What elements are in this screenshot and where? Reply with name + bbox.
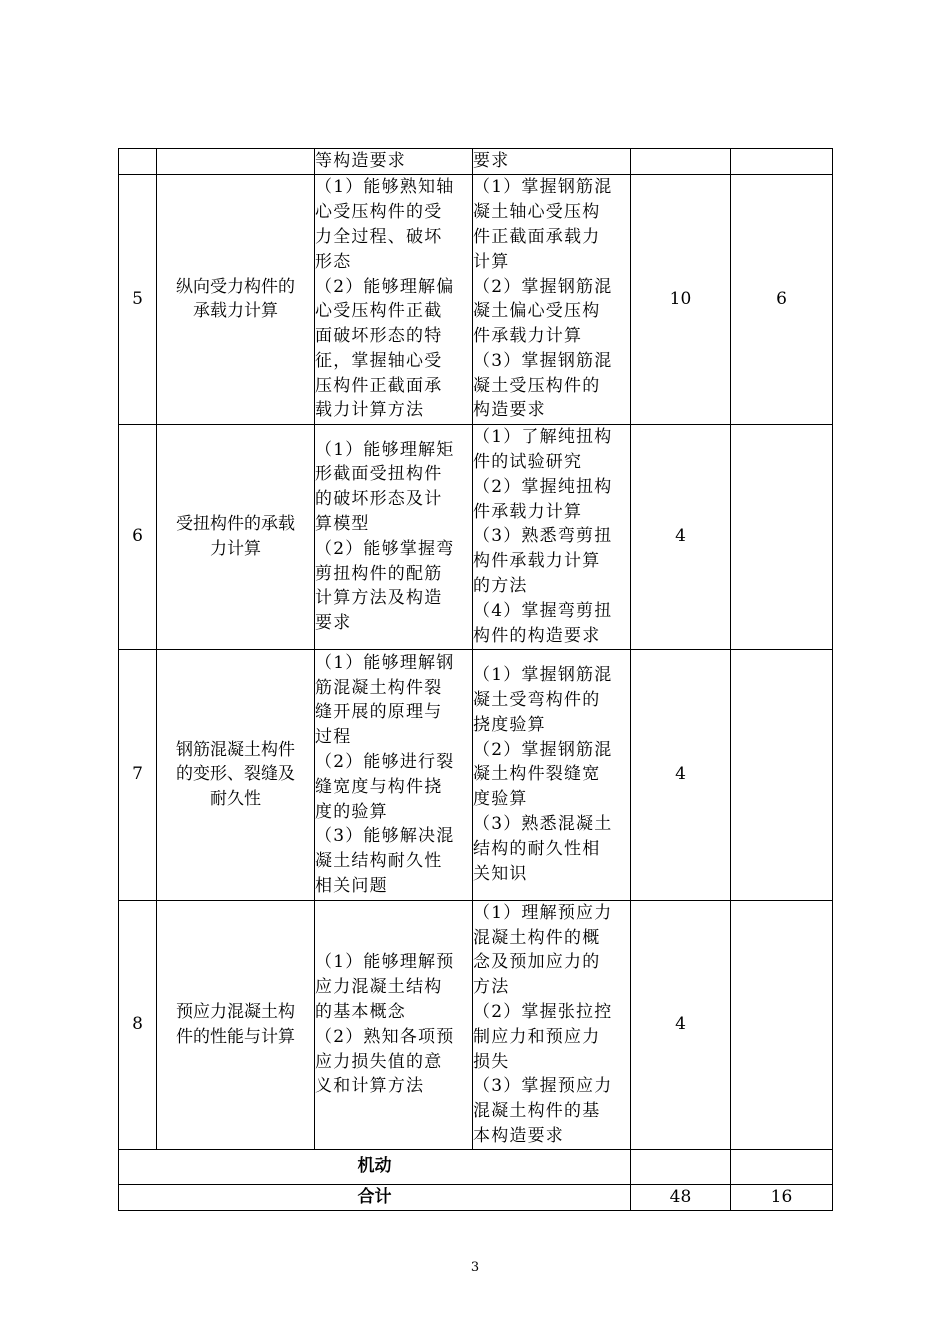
cell-line: 相关问题: [315, 875, 388, 896]
flexible-label: 机动: [119, 1149, 631, 1184]
chapter-row: [119, 174, 833, 424]
chapter-row: [119, 424, 833, 649]
cell-line: 应力混凝土结构: [315, 977, 443, 998]
cell-line: 承载力计算: [193, 301, 278, 322]
practice-hours: 6: [731, 174, 833, 424]
cell-line: 凝土构件裂缝宽: [473, 764, 601, 785]
cell-line: 剪扭构件的配筋: [315, 563, 443, 584]
cell-line: 钢筋混凝土构件: [176, 739, 295, 760]
cell-line: （3）能够解决混: [315, 826, 455, 847]
cell-line: 缝宽度与构件挠: [315, 776, 443, 797]
page-number: 3: [470, 1260, 480, 1275]
cell-line: 损失: [473, 1051, 510, 1072]
cell-line: （2）能够理解偏: [315, 276, 455, 297]
cell-line: 关知识: [473, 863, 528, 884]
continuation-hours-cell: [631, 149, 731, 175]
total-hours2: 16: [731, 1184, 833, 1210]
cell-line: 计算: [473, 251, 510, 272]
cell-line: （1）能够熟知轴: [315, 177, 455, 198]
cell-line: 本构造要求: [473, 1125, 564, 1146]
cell-line: 算模型: [315, 514, 370, 534]
cell-line: 过程: [315, 727, 352, 748]
chapter-number: 7: [119, 649, 157, 900]
cell-line: 挠度验算: [473, 714, 546, 735]
cell-line: 凝土轴心受压构: [473, 202, 601, 223]
knowledge-requirements: [473, 649, 631, 900]
cell-line: （1）能够理解预: [315, 952, 455, 973]
chapter-topic: [157, 649, 315, 900]
practice-hours: [731, 900, 833, 1149]
continuation-row: [119, 149, 833, 175]
cell-line: 方法: [473, 977, 510, 998]
cell-line: 的变形、裂缝及: [176, 764, 295, 785]
cell-line: 件承载力计算: [473, 501, 583, 522]
chapter-number: 5: [119, 174, 157, 424]
theory-hours: 4: [631, 900, 731, 1149]
cell-line: （3）熟悉混凝土: [473, 813, 613, 834]
ability-requirements: [315, 424, 473, 649]
knowledge-requirements: [473, 424, 631, 649]
cell-line: （1）了解纯扭构: [473, 427, 613, 448]
cell-line: 的基本概念: [315, 1002, 406, 1022]
continuation-hours2-cell: [731, 149, 833, 175]
cell-line: （2）掌握钢筋混: [473, 276, 613, 297]
cell-line: （2）掌握纯扭构: [473, 476, 613, 497]
theory-hours: 10: [631, 174, 731, 424]
flexible-hours: [631, 1149, 731, 1184]
cell-line: （3）掌握预应力: [473, 1076, 613, 1097]
cell-line: 压构件正截面承: [315, 375, 443, 396]
cell-line: 缝开展的原理与: [315, 702, 443, 723]
cell-line: （2）能够进行裂: [315, 752, 455, 772]
cell-line: （3）熟悉弯剪扭: [473, 526, 613, 547]
cell-line: 念及预加应力的: [473, 952, 601, 973]
cell-line: 要求: [473, 151, 510, 171]
chapter-topic: [157, 900, 315, 1149]
cell-line: 混凝土构件的基: [473, 1101, 601, 1122]
cell-line: 预应力混凝土构: [176, 1002, 295, 1022]
cell-line: 耐久性: [210, 789, 261, 810]
practice-hours: [731, 649, 833, 900]
chapter-number: 8: [119, 900, 157, 1149]
ability-requirements: [315, 900, 473, 1149]
cell-line: 凝土结构耐久性: [315, 851, 443, 872]
chapter-row: [119, 649, 833, 900]
cell-line: 度验算: [473, 789, 528, 810]
cell-line: （2）能够掌握弯: [315, 538, 455, 559]
total-row: [119, 1184, 833, 1210]
cell-line: 应力损失值的意: [315, 1051, 443, 1072]
cell-line: 心受压构件的受: [315, 202, 443, 223]
cell-line: （1）掌握钢筋混: [473, 665, 613, 686]
theory-hours: 4: [631, 424, 731, 649]
cell-line: 度的验算: [315, 801, 388, 822]
ability-requirements: [315, 174, 473, 424]
cell-line: 制应力和预应力: [473, 1026, 601, 1047]
cell-line: （2）熟知各项预: [315, 1026, 455, 1047]
cell-line: 要求: [315, 613, 352, 634]
knowledge-requirements: [473, 174, 631, 424]
chapter-number: 6: [119, 424, 157, 649]
flexible-hours2: [731, 1149, 833, 1184]
total-hours: 48: [631, 1184, 731, 1210]
cell-line: 构件的构造要求: [473, 625, 601, 646]
flexible-row: [119, 1149, 833, 1184]
cell-line: 筋混凝土构件裂: [315, 677, 443, 698]
cell-line: 征，掌握轴心受: [315, 350, 443, 371]
chapter-topic: [157, 424, 315, 649]
continuation-topic-cell: [157, 149, 315, 175]
cell-line: 心受压构件正截: [315, 301, 443, 322]
cell-line: （3）掌握钢筋混: [473, 350, 613, 371]
course-content-table: [118, 148, 833, 1211]
cell-line: 计算方法及构造: [315, 588, 443, 609]
continuation-ability-cell: [315, 149, 473, 175]
cell-line: 力计算: [210, 538, 261, 559]
cell-line: 面破坏形态的特: [315, 326, 443, 347]
knowledge-requirements: [473, 900, 631, 1149]
chapter-row: [119, 900, 833, 1149]
cell-line: （4）掌握弯剪扭: [473, 600, 613, 621]
cell-line: （1）能够理解矩: [315, 439, 455, 460]
cell-line: （2）掌握张拉控: [473, 1002, 613, 1022]
ability-requirements: [315, 649, 473, 900]
cell-line: 的方法: [473, 575, 528, 596]
practice-hours: [731, 424, 833, 649]
cell-line: 的破坏形态及计: [315, 489, 443, 510]
continuation-num-cell: [119, 149, 157, 175]
cell-line: 纵向受力构件的: [176, 276, 295, 297]
continuation-knowledge-cell: [473, 149, 631, 175]
cell-line: 凝土偏心受压构: [473, 301, 601, 322]
cell-line: 载力计算方法: [315, 400, 425, 421]
cell-line: （2）掌握钢筋混: [473, 739, 613, 760]
cell-line: （1）掌握钢筋混: [473, 177, 613, 198]
cell-line: 等构造要求: [315, 151, 406, 171]
cell-line: 凝土受压构件的: [473, 375, 601, 396]
cell-line: 混凝土构件的概: [473, 927, 601, 948]
cell-line: 形态: [315, 251, 352, 272]
cell-line: 件的性能与计算: [176, 1026, 295, 1047]
cell-line: 件正截面承载力: [473, 226, 601, 247]
total-label: 合计: [119, 1184, 631, 1210]
chapter-topic: [157, 174, 315, 424]
cell-line: 义和计算方法: [315, 1076, 425, 1097]
cell-line: 受扭构件的承载: [176, 514, 295, 534]
cell-line: 构件承载力计算: [473, 551, 601, 572]
cell-line: 力全过程、破坏: [315, 226, 443, 247]
cell-line: 凝土受弯构件的: [473, 690, 601, 710]
cell-line: （1）能够理解钢: [315, 652, 455, 673]
cell-line: 构造要求: [473, 400, 546, 421]
cell-line: 形截面受扭构件: [315, 464, 443, 485]
cell-line: 结构的耐久性相: [473, 838, 601, 859]
cell-line: （1）理解预应力: [473, 902, 613, 923]
cell-line: 件的试验研究: [473, 452, 583, 472]
theory-hours: 4: [631, 649, 731, 900]
cell-line: 件承载力计算: [473, 326, 583, 347]
